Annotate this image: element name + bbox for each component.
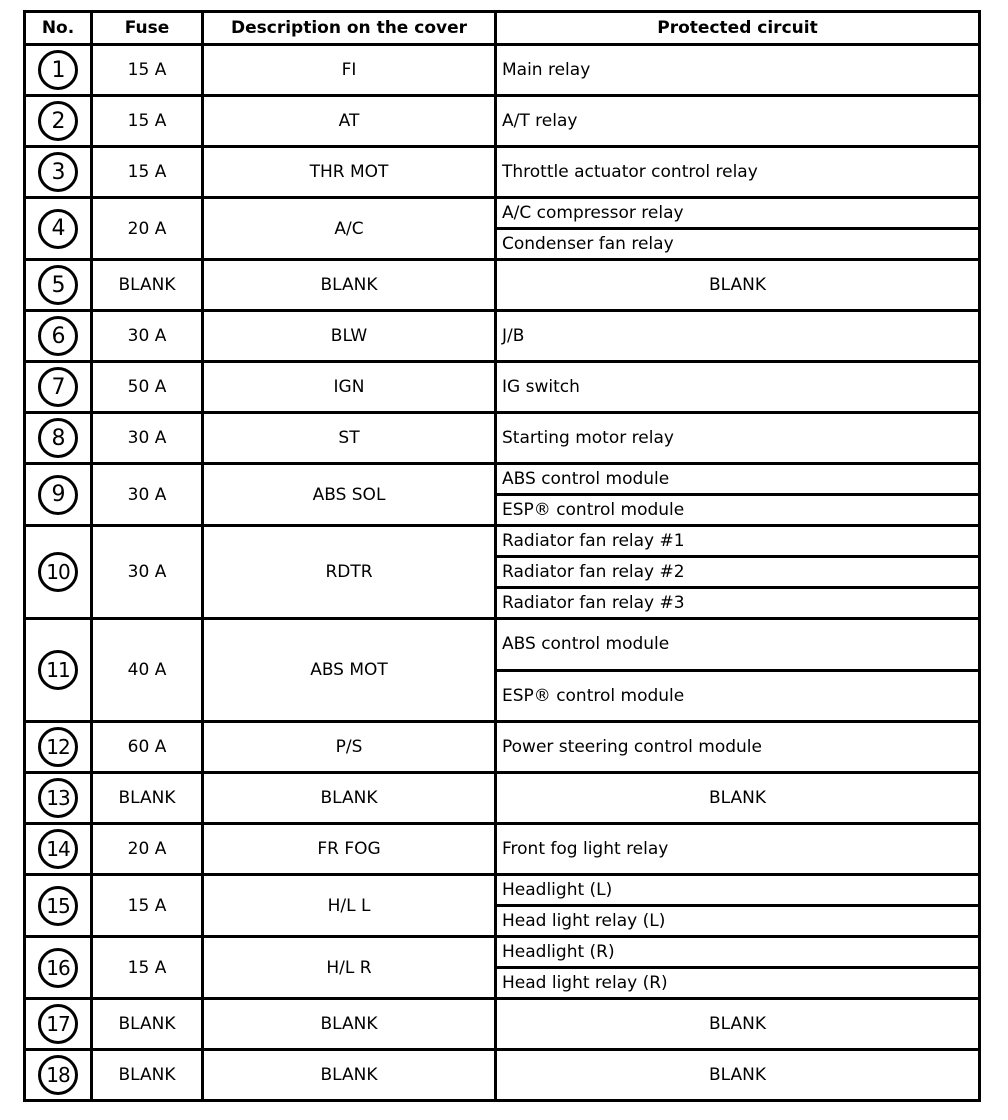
fuse-number: 8 [38,418,78,458]
fuse-number-cell [25,824,92,875]
fuse-number: 9 [38,475,78,515]
fuse-rating: BLANK [92,1050,203,1101]
fuse-rating: BLANK [92,773,203,824]
protected-circuit-cell [496,999,980,1050]
fuse-rating: 20 A [92,824,203,875]
fuse-number: 16 [38,948,78,988]
cover-description: BLANK [203,999,496,1050]
protected-circuit-cell [496,526,980,619]
table-row [25,464,980,526]
fuse-number-cell [25,526,92,619]
protected-circuit-list [497,312,978,360]
protected-circuit: Starting motor relay [502,428,674,448]
fuse-number: 5 [38,265,78,305]
fuse-rating: 40 A [92,619,203,722]
fuse-number-cell [25,260,92,311]
protected-circuit: Main relay [502,60,591,80]
fuse-number: 7 [38,367,78,407]
fuse-number: 14 [38,829,78,869]
protected-circuit: A/C compressor relay [502,203,684,223]
fuse-number: 10 [38,552,78,592]
protected-circuit-list [497,723,978,771]
protected-circuit-cell [496,875,980,937]
fuse-number-cell [25,198,92,260]
protected-circuit-list [497,527,978,617]
fuse-rating: 15 A [92,45,203,96]
fuse-number-cell [25,773,92,824]
cover-description: AT [203,96,496,147]
fuse-number-cell [25,362,92,413]
fuse-number-cell [25,464,92,526]
fuse-rating: 15 A [92,96,203,147]
fuse-rating: 30 A [92,464,203,526]
fuse-number: 3 [38,152,78,192]
table-row [25,824,980,875]
fuse-number: 13 [38,778,78,818]
protected-circuit: Headlight (R) [502,942,615,962]
protected-circuit-list [497,465,978,524]
protected-circuit-cell [496,722,980,773]
fuse-number: 2 [38,101,78,141]
protected-circuit: ESP® control module [497,669,978,721]
protected-circuit: J/B [502,326,525,346]
protected-circuit: ABS control module [502,469,670,489]
protected-circuit: Power steering control module [502,737,762,757]
protected-circuit-list [497,1000,978,1048]
table-row [25,1050,980,1101]
table-row [25,937,980,999]
table-row [25,362,980,413]
protected-circuit-list [497,620,978,720]
table-row [25,722,980,773]
protected-circuit-list [497,261,978,309]
protected-circuit: ESP® control module [497,493,978,524]
fuse-number-cell [25,147,92,198]
protected-circuit-cell [496,147,980,198]
header-row [25,12,980,45]
protected-circuit-cell [496,619,980,722]
fuse-number-cell [25,96,92,147]
protected-circuit: Headlight (L) [502,880,613,900]
fuse-rating: 15 A [92,875,203,937]
protected-circuit-list [497,46,978,94]
fuse-number-cell [25,999,92,1050]
fuse-number-cell [25,311,92,362]
fuse-number-cell [25,875,92,937]
fuse-number-cell [25,1050,92,1101]
table-row [25,96,980,147]
table-row [25,773,980,824]
protected-circuit-cell [496,1050,980,1101]
fuse-number-cell [25,937,92,999]
table-row [25,45,980,96]
cover-description: RDTR [203,526,496,619]
protected-circuit-list [497,97,978,145]
protected-circuit-cell [496,464,980,526]
table-row [25,999,980,1050]
fuse-number-cell [25,45,92,96]
cover-description: BLANK [203,773,496,824]
fuse-number: 6 [38,316,78,356]
header-fuse: Fuse [92,12,203,45]
fuse-rating: BLANK [92,260,203,311]
protected-circuit: Throttle actuator control relay [502,162,758,182]
cover-description: BLANK [203,260,496,311]
protected-circuit-list [497,825,978,873]
protected-circuit: Condenser fan relay [497,227,978,258]
protected-circuit-list [497,938,978,997]
fuse-number-cell [25,413,92,464]
protected-circuit: Front fog light relay [502,839,669,859]
table-row [25,619,980,722]
protected-circuit-list [497,876,978,935]
cover-description: P/S [203,722,496,773]
cover-description: IGN [203,362,496,413]
protected-circuit: Head light relay (R) [497,966,978,997]
fuse-rating: 15 A [92,937,203,999]
fuse-rating: 15 A [92,147,203,198]
protected-circuit: BLANK [708,1014,767,1034]
cover-description: A/C [203,198,496,260]
protected-circuit: BLANK [708,788,767,808]
cover-description: BLW [203,311,496,362]
protected-circuit-list [497,199,978,258]
protected-circuit-list [497,774,978,822]
table-row [25,875,980,937]
table-body [25,45,980,1101]
cover-description: FR FOG [203,824,496,875]
protected-circuit-cell [496,198,980,260]
protected-circuit-list [497,148,978,196]
protected-circuit-list [497,1051,978,1099]
protected-circuit-cell [496,413,980,464]
fuse-number: 11 [38,650,78,690]
protected-circuit: BLANK [708,1065,767,1085]
fuse-number: 4 [38,209,78,249]
table-row [25,413,980,464]
fuse-number: 1 [38,50,78,90]
cover-description: FI [203,45,496,96]
cover-description: ABS SOL [203,464,496,526]
protected-circuit-cell [496,260,980,311]
protected-circuit-list [497,363,978,411]
protected-circuit: Radiator fan relay #3 [497,586,978,617]
table-row [25,311,980,362]
fuse-rating: 30 A [92,413,203,464]
cover-description: THR MOT [203,147,496,198]
protected-circuit-cell [496,773,980,824]
fuse-rating: BLANK [92,999,203,1050]
cover-description: H/L R [203,937,496,999]
fuse-rating: 20 A [92,198,203,260]
cover-description: ST [203,413,496,464]
fuse-number-cell [25,722,92,773]
protected-circuit: IG switch [502,377,580,397]
cover-description: H/L L [203,875,496,937]
header-description: Description on the cover [203,12,496,45]
protected-circuit-cell [496,96,980,147]
fuse-table [23,10,981,1102]
protected-circuit-cell [496,824,980,875]
cover-description: BLANK [203,1050,496,1101]
fuse-rating: 30 A [92,526,203,619]
fuse-number: 17 [38,1004,78,1044]
table-row [25,260,980,311]
header-no: No. [25,12,92,45]
header-protected-circuit: Protected circuit [496,12,980,45]
fuse-number: 15 [38,886,78,926]
table-row [25,147,980,198]
fuse-number-cell [25,619,92,722]
protected-circuit-cell [496,311,980,362]
fuse-rating: 50 A [92,362,203,413]
table-row [25,526,980,619]
protected-circuit: ABS control module [502,634,670,655]
protected-circuit: Radiator fan relay #2 [497,555,978,586]
table-row [25,198,980,260]
protected-circuit-list [497,414,978,462]
protected-circuit: Head light relay (L) [497,904,978,935]
protected-circuit-cell [496,362,980,413]
cover-description: ABS MOT [203,619,496,722]
protected-circuit: Radiator fan relay #1 [502,531,685,551]
protected-circuit: A/T relay [502,111,578,131]
protected-circuit-cell [496,45,980,96]
fuse-rating: 60 A [92,722,203,773]
protected-circuit: BLANK [708,275,767,295]
fuse-number: 12 [38,727,78,767]
fuse-number: 18 [38,1055,78,1095]
fuse-rating: 30 A [92,311,203,362]
protected-circuit-cell [496,937,980,999]
